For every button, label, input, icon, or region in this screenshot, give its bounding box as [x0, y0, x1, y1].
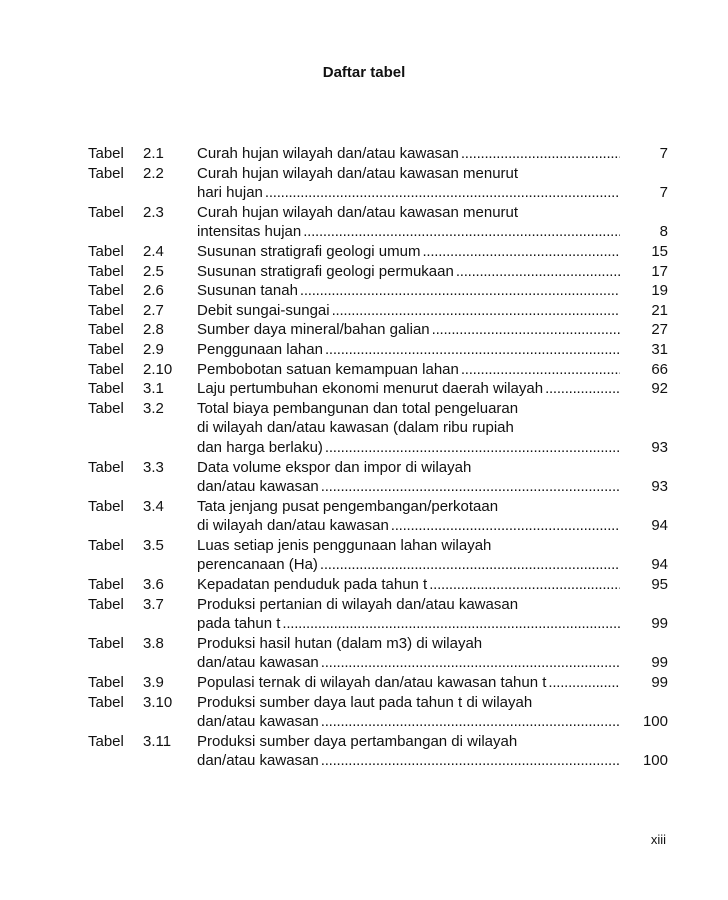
entry-number: 2.2	[143, 164, 164, 182]
entry-title-line: dan/atau kawasan	[197, 752, 319, 770]
entry-title-line: dan harga berlaku)	[197, 438, 323, 456]
entry-title-line: Total biaya pembangunan dan total pengeluaran	[197, 399, 519, 417]
table-of-contents	[88, 144, 668, 771]
dot-leader	[321, 712, 620, 732]
entry-label: Tabel	[88, 340, 124, 358]
entry-page: 27	[651, 321, 668, 339]
entry-title-line: Kepadatan penduduk pada tahun t	[197, 576, 428, 594]
entry-title-line: di wilayah dan/atau kawasan	[197, 517, 389, 535]
entry-title-line: dan/atau kawasan	[197, 713, 319, 731]
entry-number: 3.2	[143, 399, 164, 417]
entry-label: Tabel	[88, 242, 124, 260]
entry-label: Tabel	[88, 399, 124, 417]
entry-number: 3.10	[143, 693, 173, 711]
entry-page: 99	[651, 654, 668, 672]
dot-leader	[325, 438, 620, 458]
entry-title-line: Populasi ternak di wilayah dan/atau kawasan tahun t	[197, 674, 547, 692]
entry-page: 99	[651, 674, 668, 692]
page-title: Daftar tabel	[322, 64, 406, 81]
entry-page: 100	[642, 752, 668, 770]
entry-title-line: Produksi hasil hutan (dalam m3) di wilayah	[197, 634, 483, 652]
entry-label: Tabel	[88, 301, 124, 319]
dot-leader	[332, 301, 620, 321]
entry-number: 3.4	[143, 497, 164, 515]
toc-entry	[88, 575, 668, 595]
entry-number: 3.6	[143, 576, 164, 594]
toc-entry	[88, 340, 668, 360]
entry-title-line: Curah hujan wilayah dan/atau kawasan	[197, 145, 459, 162]
entry-page: 17	[651, 262, 668, 280]
entry-title-line: Debit sungai-sungai	[197, 301, 330, 319]
toc-entry	[88, 379, 668, 399]
entry-label: Tabel	[88, 360, 124, 378]
toc-entry	[88, 203, 668, 242]
toc-entry	[88, 281, 668, 301]
entry-title-line: dan/atau kawasan	[197, 654, 319, 672]
toc-entry	[88, 144, 668, 164]
entry-label: Tabel	[88, 595, 124, 613]
entry-number: 3.5	[143, 536, 164, 554]
entry-title-line: Susunan stratigrafi geologi permukaan	[197, 262, 454, 280]
entry-title-line: pada tahun t	[197, 615, 281, 633]
entry-title-line: hari hujan	[197, 184, 263, 202]
entry-number: 2.5	[143, 262, 164, 280]
entry-number: 3.7	[143, 595, 164, 613]
entry-label: Tabel	[88, 634, 124, 652]
entry-title-line: Produksi sumber daya laut pada tahun t di wilayah	[197, 693, 533, 711]
entry-title-line: Produksi sumber daya pertambangan di wilayah	[197, 732, 518, 750]
dot-leader	[391, 516, 620, 536]
entry-page: 100	[642, 713, 668, 731]
entry-number: 2.10	[143, 360, 173, 378]
toc-entry	[88, 399, 668, 458]
toc-entry	[88, 301, 668, 321]
entry-label: Tabel	[88, 164, 124, 182]
entry-title-line: intensitas hujan	[197, 223, 302, 241]
dot-leader	[320, 555, 620, 575]
entry-label: Tabel	[88, 576, 124, 594]
toc-entry	[88, 673, 668, 693]
entry-number: 2.9	[143, 340, 164, 358]
entry-label: Tabel	[88, 732, 124, 750]
entry-label: Tabel	[88, 380, 124, 398]
toc-entry	[88, 536, 668, 575]
toc-entry	[88, 164, 668, 203]
dot-leader	[321, 751, 620, 771]
entry-page: 31	[651, 340, 668, 358]
dot-leader	[432, 320, 620, 340]
entry-number: 2.6	[143, 282, 164, 300]
dot-leader	[300, 281, 620, 301]
entry-number: 2.1	[143, 145, 164, 162]
entry-page: 66	[651, 360, 668, 378]
dot-leader	[461, 144, 620, 164]
toc-entry	[88, 732, 668, 771]
entry-title-line: Susunan stratigrafi geologi umum	[197, 242, 421, 260]
entry-label: Tabel	[88, 536, 124, 554]
toc-entry	[88, 497, 668, 536]
entry-page: 15	[651, 242, 668, 260]
toc-entry	[88, 360, 668, 380]
entry-page: 8	[659, 223, 668, 241]
entry-label: Tabel	[88, 693, 124, 711]
entry-number: 2.4	[143, 242, 164, 260]
entry-page: 92	[651, 380, 668, 398]
dot-leader	[282, 614, 620, 634]
toc-entry	[88, 242, 668, 262]
dot-leader	[461, 360, 620, 380]
entry-page: 19	[651, 282, 668, 300]
dot-leader	[545, 379, 620, 399]
entry-number: 2.3	[143, 203, 164, 221]
page-number: xiii	[650, 832, 666, 847]
entry-title-line: Penggunaan lahan	[197, 340, 323, 358]
entry-number: 3.8	[143, 634, 164, 652]
entry-page: 93	[651, 478, 668, 496]
entry-number: 3.11	[143, 732, 172, 750]
toc-entry	[88, 693, 668, 732]
dot-leader	[303, 222, 620, 242]
entry-number: 3.3	[143, 458, 164, 476]
entry-page: 93	[651, 438, 668, 456]
dot-leader	[325, 340, 620, 360]
toc-entry	[88, 634, 668, 673]
entry-page: 7	[659, 184, 668, 202]
toc-entry	[88, 458, 668, 497]
entry-number: 3.9	[143, 674, 164, 692]
dot-leader	[321, 477, 620, 497]
entry-page: 21	[651, 301, 668, 319]
dot-leader	[265, 183, 620, 203]
entry-title-line: Susunan tanah	[197, 282, 298, 300]
entry-label: Tabel	[88, 282, 124, 300]
entry-title-line: dan/atau kawasan	[197, 478, 319, 496]
entry-title-line: Curah hujan wilayah dan/atau kawasan menurut	[197, 203, 519, 221]
entry-page: 99	[651, 615, 668, 633]
entry-label: Tabel	[88, 458, 124, 476]
entry-page: 95	[651, 576, 668, 594]
toc-entry	[88, 262, 668, 282]
toc-entry	[88, 320, 668, 340]
entry-page: 94	[651, 517, 668, 535]
entry-title-line: Data volume ekspor dan impor di wilayah	[197, 458, 472, 476]
entry-title-line: Luas setiap jenis penggunaan lahan wilayah	[197, 536, 492, 554]
entry-title-line: perencanaan (Ha)	[197, 556, 318, 574]
dot-leader	[422, 242, 620, 262]
entry-title-line: Tata jenjang pusat pengembangan/perkotaan	[197, 497, 499, 515]
entry-label: Tabel	[88, 497, 124, 515]
dot-leader	[456, 262, 620, 282]
entry-label: Tabel	[88, 262, 124, 280]
entry-title-line: di wilayah dan/atau kawasan (dalam ribu rupiah	[197, 419, 514, 437]
entry-label: Tabel	[88, 321, 124, 339]
entry-title-line: Produksi pertanian di wilayah dan/atau kawasan	[197, 595, 519, 613]
entry-page: 94	[651, 556, 668, 574]
entry-number: 3.1	[143, 380, 164, 398]
dot-leader	[548, 673, 620, 693]
entry-number: 2.8	[143, 321, 164, 339]
entry-label: Tabel	[88, 203, 124, 221]
entry-title-line: Sumber daya mineral/bahan galian	[197, 321, 430, 339]
entry-title-line: Laju pertumbuhan ekonomi menurut daerah wilayah	[197, 380, 544, 398]
entry-title-line: Curah hujan wilayah dan/atau kawasan menurut	[197, 164, 519, 182]
entry-label: Tabel	[88, 674, 124, 692]
dot-leader	[321, 653, 620, 673]
entry-page: 7	[659, 145, 668, 162]
entry-title-line: Pembobotan satuan kemampuan lahan	[197, 360, 459, 378]
entry-number: 2.7	[143, 301, 164, 319]
toc-entry	[88, 595, 668, 634]
entry-label: Tabel	[88, 145, 124, 162]
dot-leader	[429, 575, 620, 595]
